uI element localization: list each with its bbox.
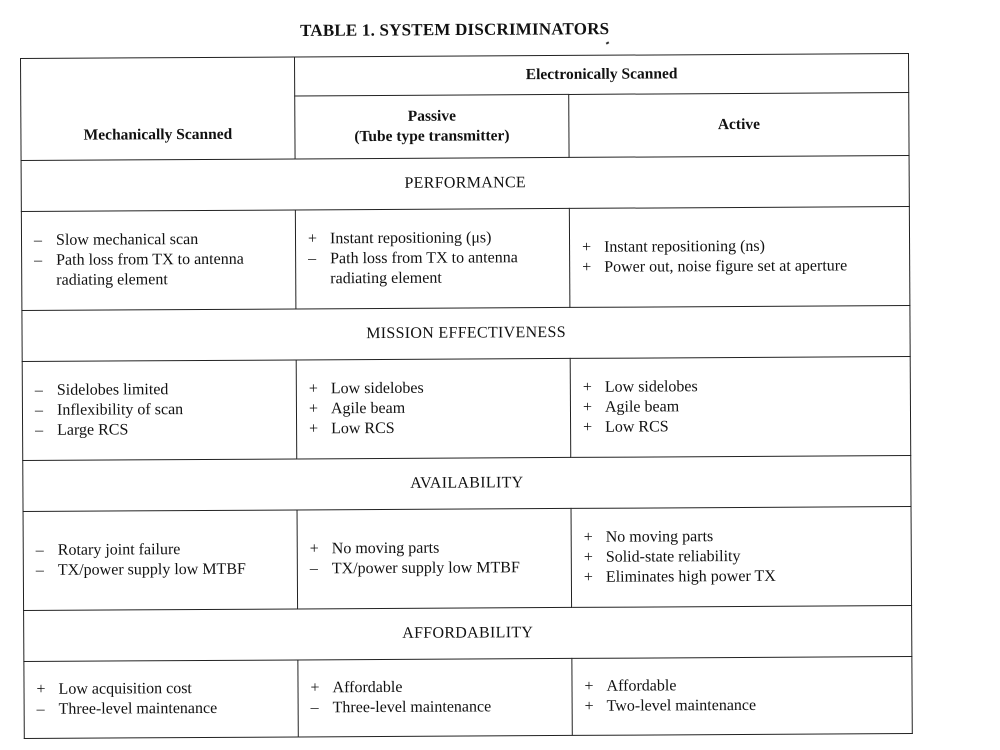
list-item	[37, 698, 298, 719]
list-item-text: Instant repositioning (μs)	[329, 229, 492, 248]
header-electronically-scanned: Electronically Scanned	[294, 54, 908, 96]
list-item	[583, 396, 910, 418]
list-item-text: Large RCS	[57, 421, 129, 439]
cell-passive	[297, 508, 572, 609]
section-header-mission-effectiveness: MISSION EFFECTIVENESS	[22, 306, 910, 362]
list-item	[311, 697, 572, 718]
plus-sign: +	[584, 697, 594, 715]
list-item-text: TX/power supply low MTBF	[57, 560, 246, 579]
plus-sign: +	[308, 380, 318, 398]
list-item-text: Path loss from TX to antenna radiating element	[56, 250, 244, 289]
table-title: TABLE 1. SYSTEM DISCRIMINATORS	[300, 19, 610, 40]
list-item	[584, 546, 911, 568]
plus-sign: +	[582, 378, 592, 396]
header-passive-line1: Passive	[407, 107, 456, 125]
minus-sign: –	[308, 250, 317, 268]
cell-passive	[296, 358, 571, 459]
list-item	[584, 675, 911, 697]
cell-mechanical	[22, 360, 297, 461]
minus-sign: –	[34, 401, 44, 419]
plus-sign: +	[583, 528, 593, 546]
list-item-text: Low RCS	[331, 419, 395, 438]
list-item-text: Inflexibility of scan	[56, 401, 184, 419]
section-header-performance: PERFORMANCE	[21, 156, 909, 212]
list-item	[309, 378, 570, 399]
list-item-text: Power out, noise figure set at aperture	[604, 257, 848, 276]
list-item	[585, 695, 912, 717]
list-item-text: Rotary joint failure	[57, 541, 181, 559]
list-item	[583, 416, 910, 438]
stray-mark	[606, 41, 610, 44]
plus-sign: +	[308, 400, 319, 418]
cell-mechanical	[24, 660, 298, 739]
cell-active	[569, 207, 910, 308]
list-item-text: Agile beam	[330, 399, 406, 418]
minus-sign: –	[35, 421, 44, 439]
section-header-availability: AVAILABILITY	[23, 456, 911, 512]
table-row	[22, 357, 911, 461]
list-item	[35, 399, 296, 420]
list-item	[584, 566, 911, 588]
list-item-text: Eliminates high power TX	[605, 567, 776, 586]
list-item-text: Affordable	[332, 678, 403, 697]
plus-sign: +	[583, 548, 593, 566]
list-item-text: Three-level maintenance	[332, 698, 492, 717]
cell-active	[571, 507, 912, 608]
list-item	[36, 678, 297, 699]
list-item	[583, 376, 910, 398]
list-item-text: Path loss from TX to antenna radiating element	[330, 249, 518, 288]
plus-sign: +	[583, 568, 593, 586]
list-item	[309, 398, 570, 419]
list-item-text: Slow mechanical scan	[55, 231, 199, 249]
list-item-text: Three-level maintenance	[58, 699, 218, 718]
list-item	[36, 539, 297, 560]
plus-sign: +	[583, 418, 593, 436]
list-item	[310, 558, 571, 579]
list-item	[36, 559, 297, 580]
list-item-text: Low RCS	[605, 418, 669, 436]
list-item-text: Low sidelobes	[330, 379, 424, 398]
list-item-text: Low acquisition cost	[58, 680, 192, 698]
list-item-text: Instant repositioning (ns)	[604, 237, 765, 256]
header-active: Active	[569, 93, 909, 158]
section-header-affordability: AFFORDABILITY	[24, 606, 912, 662]
list-item	[310, 677, 571, 698]
discriminators-table	[20, 53, 913, 739]
list-item-text: No moving parts	[331, 539, 440, 558]
minus-sign: –	[309, 560, 318, 578]
list-item	[35, 379, 296, 400]
plus-sign: +	[310, 679, 320, 697]
list-item	[309, 418, 570, 439]
list-item-text: Agile beam	[604, 398, 680, 416]
table-row	[24, 657, 912, 739]
minus-sign: –	[35, 561, 44, 579]
plus-sign: +	[584, 677, 594, 695]
minus-sign: –	[34, 381, 43, 399]
discriminators-table-wrapper	[20, 53, 912, 739]
list-item-text: TX/power supply low MTBF	[331, 559, 520, 578]
list-item	[308, 228, 569, 249]
plus-sign: +	[309, 420, 319, 438]
list-item	[310, 538, 571, 559]
cell-active	[572, 657, 912, 736]
list-item	[582, 256, 909, 278]
header-mechanically-scanned: Mechanically Scanned	[21, 57, 296, 161]
list-item	[308, 248, 569, 289]
list-item	[34, 229, 295, 250]
minus-sign: –	[35, 541, 44, 559]
list-item-text: Two-level maintenance	[606, 696, 757, 715]
plus-sign: +	[582, 258, 592, 276]
plus-sign: +	[307, 230, 318, 248]
cell-passive	[295, 208, 570, 309]
minus-sign: –	[34, 251, 43, 269]
list-item	[582, 236, 909, 258]
cell-mechanical	[23, 510, 298, 611]
table-row	[23, 507, 912, 611]
list-item-text: Low sidelobes	[604, 378, 698, 396]
list-item	[35, 419, 296, 440]
table-row	[21, 207, 910, 311]
plus-sign: +	[309, 540, 319, 558]
plus-sign: +	[36, 680, 46, 698]
plus-sign: +	[582, 398, 593, 416]
list-item	[34, 249, 295, 290]
list-item-text: Solid-state reliability	[605, 547, 741, 566]
list-item-text: No moving parts	[605, 528, 714, 546]
plus-sign: +	[582, 238, 592, 256]
list-item	[584, 526, 911, 548]
header-passive	[295, 94, 569, 159]
cell-active	[570, 357, 911, 458]
list-item-text: Sidelobes limited	[56, 381, 169, 399]
minus-sign: –	[33, 231, 43, 249]
table-body	[21, 156, 912, 739]
header-passive-line2: (Tube type transmitter)	[354, 127, 510, 146]
cell-passive	[298, 658, 572, 737]
list-item-text: Affordable	[606, 677, 677, 695]
minus-sign: –	[36, 700, 45, 718]
cell-mechanical	[21, 210, 296, 311]
minus-sign: –	[310, 699, 319, 717]
